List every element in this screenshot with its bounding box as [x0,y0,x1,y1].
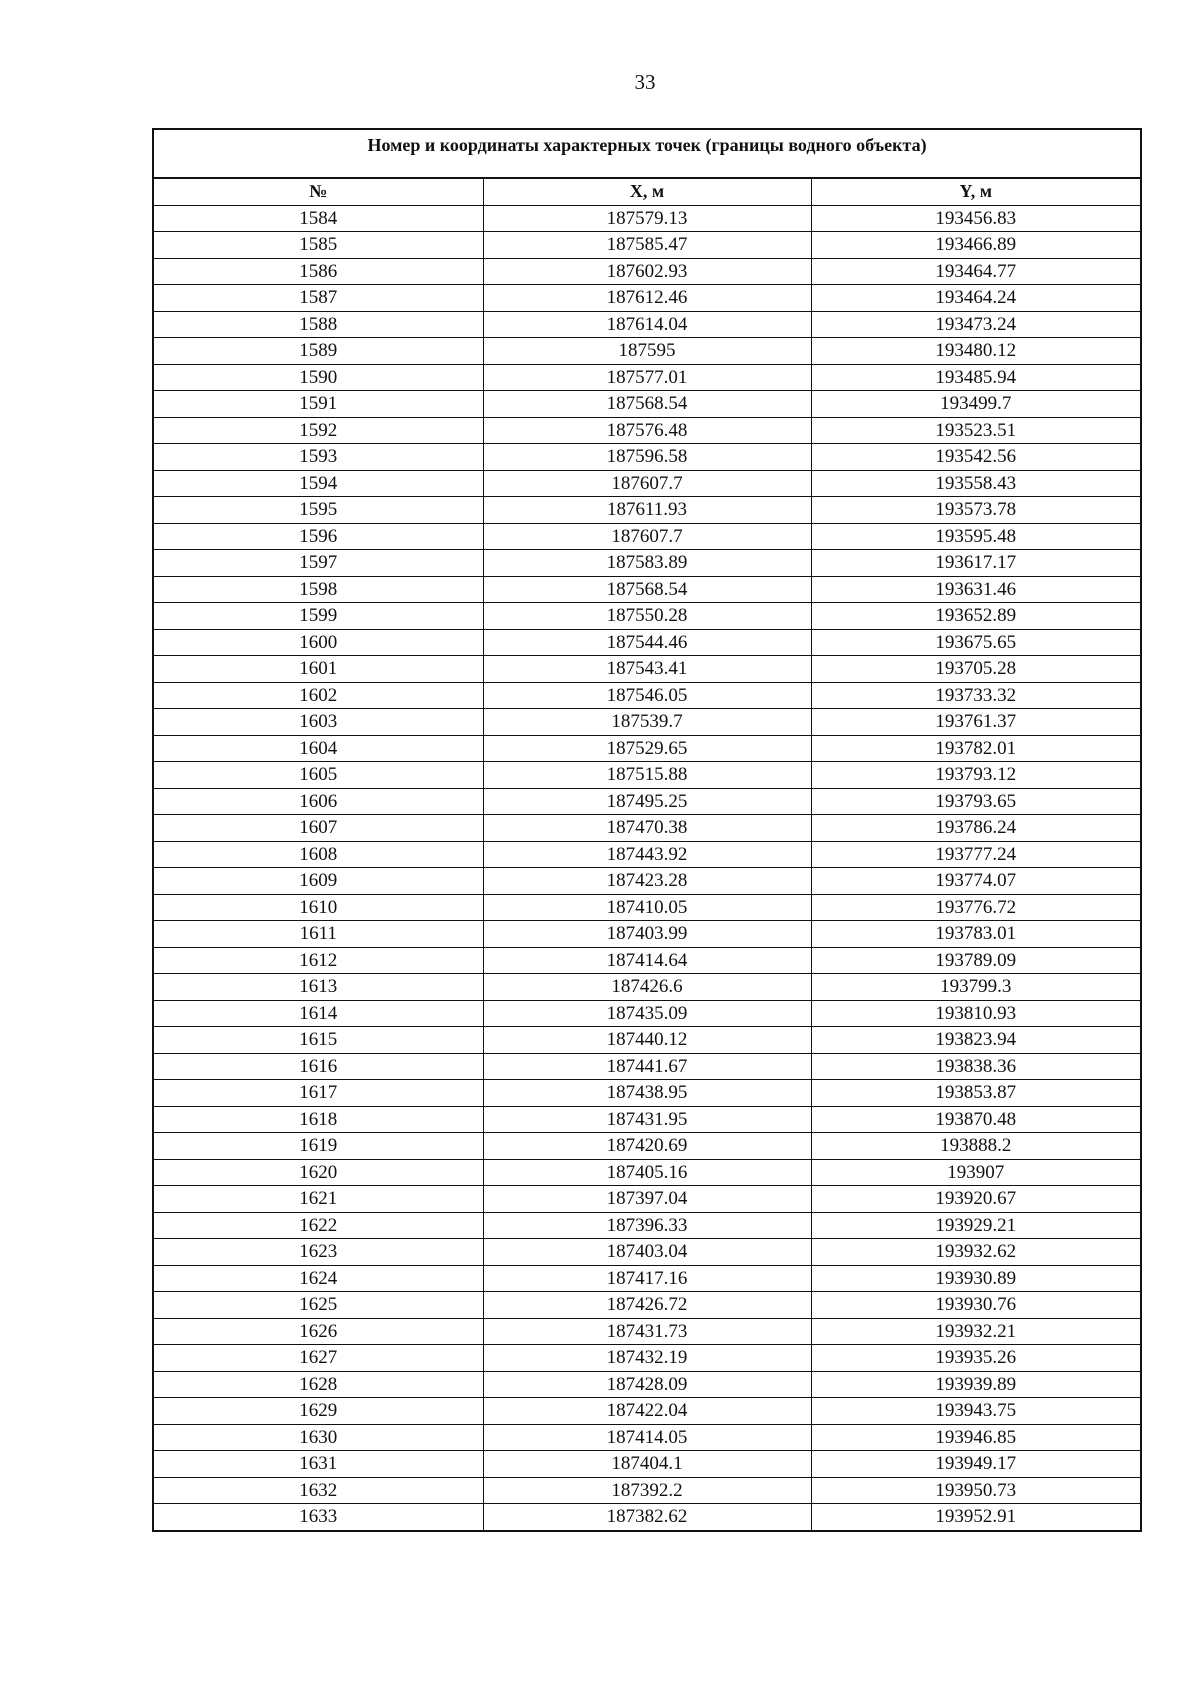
point-number-cell: 1604 [154,735,483,762]
table-title: Номер и координаты характерных точек (границы водного объекта) [154,130,1140,179]
table-row [154,1133,1140,1160]
table-row [154,656,1140,683]
table-row [154,311,1140,338]
table-row [154,1504,1140,1530]
x-coordinate-cell: 187426.6 [483,974,811,1001]
point-number-cell: 1592 [154,417,483,444]
y-coordinate-cell: 193480.12 [811,338,1140,365]
x-coordinate-cell: 187596.58 [483,444,811,471]
x-coordinate-cell: 187612.46 [483,285,811,312]
x-coordinate-cell: 187422.04 [483,1398,811,1425]
point-number-cell: 1618 [154,1106,483,1133]
table-row [154,364,1140,391]
table-row [154,709,1140,736]
y-coordinate-cell: 193776.72 [811,894,1140,921]
x-coordinate-cell: 187396.33 [483,1212,811,1239]
table-row [154,947,1140,974]
y-coordinate-cell: 193523.51 [811,417,1140,444]
point-number-cell: 1626 [154,1318,483,1345]
y-coordinate-cell: 193935.26 [811,1345,1140,1372]
y-coordinate-cell: 193783.01 [811,921,1140,948]
x-coordinate-cell: 187529.65 [483,735,811,762]
x-coordinate-cell: 187432.19 [483,1345,811,1372]
y-coordinate-cell: 193920.67 [811,1186,1140,1213]
x-coordinate-cell: 187405.16 [483,1159,811,1186]
point-number-cell: 1599 [154,603,483,630]
point-number-cell: 1603 [154,709,483,736]
y-coordinate-cell: 193761.37 [811,709,1140,736]
y-coordinate-cell: 193952.91 [811,1504,1140,1530]
x-coordinate-cell: 187602.93 [483,258,811,285]
x-coordinate-cell: 187576.48 [483,417,811,444]
y-coordinate-cell: 193949.17 [811,1451,1140,1478]
point-number-cell: 1628 [154,1371,483,1398]
x-coordinate-cell: 187431.73 [483,1318,811,1345]
table-row [154,1000,1140,1027]
point-number-cell: 1605 [154,762,483,789]
x-coordinate-cell: 187544.46 [483,629,811,656]
table-row [154,258,1140,285]
y-coordinate-cell: 193939.89 [811,1371,1140,1398]
point-number-cell: 1610 [154,894,483,921]
x-coordinate-cell: 187539.7 [483,709,811,736]
x-coordinate-cell: 187607.7 [483,470,811,497]
table-row [154,682,1140,709]
x-coordinate-cell: 187392.2 [483,1477,811,1504]
x-coordinate-cell: 187403.99 [483,921,811,948]
x-coordinate-cell: 187568.54 [483,391,811,418]
table-row [154,1080,1140,1107]
point-number-cell: 1615 [154,1027,483,1054]
table-row [154,629,1140,656]
coordinates-grid [154,179,1140,1530]
x-coordinate-cell: 187546.05 [483,682,811,709]
table-row [154,550,1140,577]
header-x: X, м [483,179,811,205]
x-coordinate-cell: 187550.28 [483,603,811,630]
page-number: 33 [634,70,656,94]
x-coordinate-cell: 187440.12 [483,1027,811,1054]
x-coordinate-cell: 187403.04 [483,1239,811,1266]
y-coordinate-cell: 193464.77 [811,258,1140,285]
y-coordinate-cell: 193573.78 [811,497,1140,524]
table-row [154,497,1140,524]
x-coordinate-cell: 187382.62 [483,1504,811,1530]
point-number-cell: 1584 [154,205,483,232]
y-coordinate-cell: 193464.24 [811,285,1140,312]
x-coordinate-cell: 187470.38 [483,815,811,842]
y-coordinate-cell: 193466.89 [811,232,1140,259]
point-number-cell: 1590 [154,364,483,391]
table-row [154,1265,1140,1292]
y-coordinate-cell: 193946.85 [811,1424,1140,1451]
x-coordinate-cell: 187420.69 [483,1133,811,1160]
point-number-cell: 1623 [154,1239,483,1266]
x-coordinate-cell: 187404.1 [483,1451,811,1478]
x-coordinate-cell: 187414.64 [483,947,811,974]
point-number-cell: 1619 [154,1133,483,1160]
header-row [154,179,1140,205]
x-coordinate-cell: 187410.05 [483,894,811,921]
table-row [154,815,1140,842]
table-row [154,470,1140,497]
table-row [154,232,1140,259]
table-row [154,576,1140,603]
table-row [154,1106,1140,1133]
y-coordinate-cell: 193930.76 [811,1292,1140,1319]
x-coordinate-cell: 187585.47 [483,232,811,259]
y-coordinate-cell: 193774.07 [811,868,1140,895]
table-row [154,1159,1140,1186]
y-coordinate-cell: 193932.21 [811,1318,1140,1345]
point-number-cell: 1600 [154,629,483,656]
point-number-cell: 1617 [154,1080,483,1107]
y-coordinate-cell: 193456.83 [811,205,1140,232]
table-row [154,417,1140,444]
point-number-cell: 1595 [154,497,483,524]
y-coordinate-cell: 193485.94 [811,364,1140,391]
table-row [154,603,1140,630]
point-number-cell: 1596 [154,523,483,550]
y-coordinate-cell: 193473.24 [811,311,1140,338]
x-coordinate-cell: 187515.88 [483,762,811,789]
point-number-cell: 1630 [154,1424,483,1451]
x-coordinate-cell: 187595 [483,338,811,365]
y-coordinate-cell: 193888.2 [811,1133,1140,1160]
y-coordinate-cell: 193789.09 [811,947,1140,974]
point-number-cell: 1609 [154,868,483,895]
table-row [154,841,1140,868]
point-number-cell: 1611 [154,921,483,948]
point-number-cell: 1591 [154,391,483,418]
y-coordinate-cell: 193907 [811,1159,1140,1186]
y-coordinate-cell: 193782.01 [811,735,1140,762]
point-number-cell: 1589 [154,338,483,365]
point-number-cell: 1598 [154,576,483,603]
x-coordinate-cell: 187423.28 [483,868,811,895]
point-number-cell: 1587 [154,285,483,312]
point-number-cell: 1597 [154,550,483,577]
x-coordinate-cell: 187611.93 [483,497,811,524]
y-coordinate-cell: 193595.48 [811,523,1140,550]
point-number-cell: 1620 [154,1159,483,1186]
table-row [154,921,1140,948]
table-row [154,1451,1140,1478]
point-number-cell: 1614 [154,1000,483,1027]
point-number-cell: 1629 [154,1398,483,1425]
y-coordinate-cell: 193652.89 [811,603,1140,630]
y-coordinate-cell: 193793.12 [811,762,1140,789]
y-coordinate-cell: 193838.36 [811,1053,1140,1080]
x-coordinate-cell: 187583.89 [483,550,811,577]
point-number-cell: 1612 [154,947,483,974]
table-row [154,1053,1140,1080]
x-coordinate-cell: 187607.7 [483,523,811,550]
coordinates-table [152,128,1142,1532]
y-coordinate-cell: 193675.65 [811,629,1140,656]
x-coordinate-cell: 187435.09 [483,1000,811,1027]
y-coordinate-cell: 193930.89 [811,1265,1140,1292]
point-number-cell: 1613 [154,974,483,1001]
point-number-cell: 1631 [154,1451,483,1478]
table-row [154,1318,1140,1345]
point-number-cell: 1625 [154,1292,483,1319]
x-coordinate-cell: 187577.01 [483,364,811,391]
x-coordinate-cell: 187426.72 [483,1292,811,1319]
point-number-cell: 1624 [154,1265,483,1292]
point-number-cell: 1607 [154,815,483,842]
x-coordinate-cell: 187579.13 [483,205,811,232]
point-number-cell: 1608 [154,841,483,868]
table-row [154,1292,1140,1319]
table-row [154,391,1140,418]
point-number-cell: 1632 [154,1477,483,1504]
table-row [154,444,1140,471]
y-coordinate-cell: 193617.17 [811,550,1140,577]
table-row [154,735,1140,762]
y-coordinate-cell: 193823.94 [811,1027,1140,1054]
point-number-cell: 1585 [154,232,483,259]
y-coordinate-cell: 193777.24 [811,841,1140,868]
y-coordinate-cell: 193705.28 [811,656,1140,683]
table-row [154,1212,1140,1239]
table-row [154,894,1140,921]
table-row [154,205,1140,232]
x-coordinate-cell: 187443.92 [483,841,811,868]
point-number-cell: 1627 [154,1345,483,1372]
y-coordinate-cell: 193786.24 [811,815,1140,842]
table-row [154,523,1140,550]
table-row [154,1424,1140,1451]
table-row [154,1371,1140,1398]
table-body [154,205,1140,1530]
point-number-cell: 1602 [154,682,483,709]
point-number-cell: 1586 [154,258,483,285]
table-row [154,285,1140,312]
x-coordinate-cell: 187495.25 [483,788,811,815]
table-row [154,1345,1140,1372]
point-number-cell: 1616 [154,1053,483,1080]
point-number-cell: 1621 [154,1186,483,1213]
point-number-cell: 1606 [154,788,483,815]
table-row [154,1477,1140,1504]
point-number-cell: 1588 [154,311,483,338]
table-row [154,788,1140,815]
table-row [154,338,1140,365]
x-coordinate-cell: 187431.95 [483,1106,811,1133]
y-coordinate-cell: 193932.62 [811,1239,1140,1266]
y-coordinate-cell: 193542.56 [811,444,1140,471]
y-coordinate-cell: 193950.73 [811,1477,1140,1504]
y-coordinate-cell: 193853.87 [811,1080,1140,1107]
y-coordinate-cell: 193870.48 [811,1106,1140,1133]
table-row [154,1027,1140,1054]
table-row [154,1398,1140,1425]
x-coordinate-cell: 187397.04 [483,1186,811,1213]
point-number-cell: 1601 [154,656,483,683]
x-coordinate-cell: 187414.05 [483,1424,811,1451]
y-coordinate-cell: 193558.43 [811,470,1140,497]
x-coordinate-cell: 187438.95 [483,1080,811,1107]
y-coordinate-cell: 193793.65 [811,788,1140,815]
point-number-cell: 1633 [154,1504,483,1530]
table-row [154,1239,1140,1266]
x-coordinate-cell: 187614.04 [483,311,811,338]
x-coordinate-cell: 187543.41 [483,656,811,683]
y-coordinate-cell: 193810.93 [811,1000,1140,1027]
y-coordinate-cell: 193929.21 [811,1212,1140,1239]
y-coordinate-cell: 193499.7 [811,391,1140,418]
x-coordinate-cell: 187417.16 [483,1265,811,1292]
table-row [154,868,1140,895]
x-coordinate-cell: 187441.67 [483,1053,811,1080]
header-number: № [154,179,483,205]
point-number-cell: 1622 [154,1212,483,1239]
point-number-cell: 1594 [154,470,483,497]
header-y: Y, м [811,179,1140,205]
point-number-cell: 1593 [154,444,483,471]
y-coordinate-cell: 193733.32 [811,682,1140,709]
x-coordinate-cell: 187568.54 [483,576,811,603]
table-row [154,974,1140,1001]
y-coordinate-cell: 193799.3 [811,974,1140,1001]
y-coordinate-cell: 193943.75 [811,1398,1140,1425]
table-row [154,762,1140,789]
x-coordinate-cell: 187428.09 [483,1371,811,1398]
table-row [154,1186,1140,1213]
y-coordinate-cell: 193631.46 [811,576,1140,603]
